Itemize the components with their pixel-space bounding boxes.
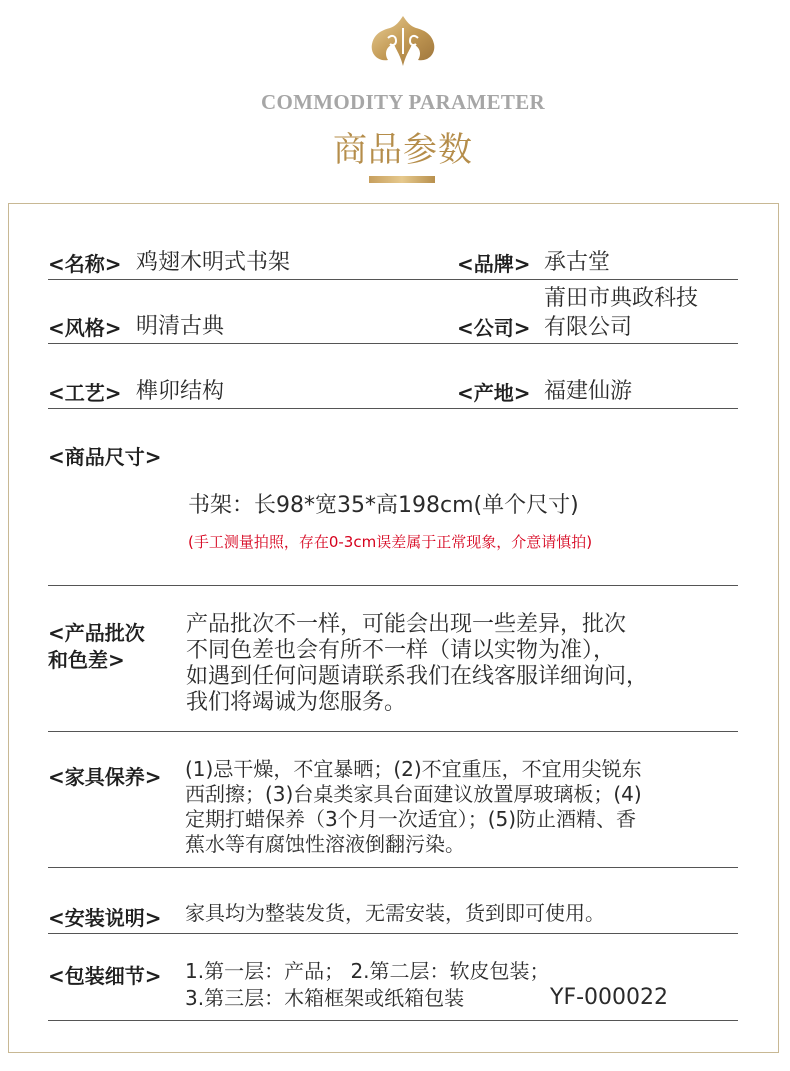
packing-line2: 3.第三层：木箱框架或纸箱包装 [185, 986, 465, 1010]
row-divider [48, 731, 738, 732]
row-divider [48, 279, 738, 280]
origin-label: <产地> [457, 381, 531, 405]
batch-line: 产品批次不一样，可能会出现一些差异，批次 [186, 612, 627, 637]
name-value: 鸡翅木明式书架 [136, 250, 291, 275]
row-divider [48, 408, 738, 409]
install-label: <安装说明> [48, 906, 162, 930]
care-line: 定期打蜡保养（3个月一次适宜）；(5)防止酒精、香 [185, 807, 637, 831]
size-value: 书架：长98*宽35*高198cm(单个尺寸) [188, 493, 579, 518]
gold-ornament-icon [366, 14, 440, 68]
style-label: <风格> [48, 316, 122, 340]
care-line: (1)忌干燥，不宜暴晒；(2)不宜重压，不宜用尖锐东 [185, 757, 642, 781]
company-value-line1: 莆田市典政科技 [544, 286, 699, 311]
care-label: <家具保养> [48, 765, 162, 789]
batch-label-line1: <产品批次 [48, 621, 145, 645]
title-chinese: 商品参数 [333, 130, 473, 170]
packing-label: <包装细节> [48, 964, 162, 988]
row-divider [48, 933, 738, 934]
care-line: 蕉水等有腐蚀性溶液倒翻污染。 [185, 832, 465, 856]
size-note: (手工测量拍照，存在0-3cm误差属于正常现象，介意请慎拍) [188, 533, 593, 551]
company-value-line2: 有限公司 [544, 315, 633, 340]
packing-line1: 1.第一层：产品； 2.第二层：软皮包装； [185, 959, 550, 983]
batch-label-line2: 和色差> [48, 648, 125, 672]
batch-text [186, 612, 726, 716]
company-label: <公司> [457, 316, 531, 340]
care-line: 西刮擦；(3)台桌类家具台面建议放置厚玻璃板；(4) [185, 782, 642, 806]
craft-value: 榫卯结构 [136, 379, 225, 404]
title-english: COMMODITY PARAMETER [261, 90, 545, 114]
style-value: 明清古典 [136, 314, 225, 339]
size-label: <商品尺寸> [48, 445, 162, 469]
name-label: <名称> [48, 252, 122, 276]
row-divider [48, 867, 738, 868]
product-code: YF-000022 [550, 985, 669, 1010]
craft-label: <工艺> [48, 381, 122, 405]
brand-label: <品牌> [457, 252, 531, 276]
batch-line: 不同色差也会有所不一样（请以实物为准）， [186, 638, 616, 663]
install-value: 家具均为整装发货，无需安装，货到即可使用。 [185, 901, 605, 925]
row-divider [48, 343, 738, 344]
row-divider [48, 585, 738, 586]
care-text [185, 757, 735, 857]
brand-value: 承古堂 [544, 250, 611, 275]
batch-line: 如遇到任何问题请联系我们在线客服详细询问， [186, 664, 649, 689]
batch-line: 我们将竭诚为您服务。 [186, 690, 407, 715]
title-underline [369, 176, 435, 183]
row-divider [48, 1020, 738, 1021]
origin-value: 福建仙游 [544, 379, 633, 404]
